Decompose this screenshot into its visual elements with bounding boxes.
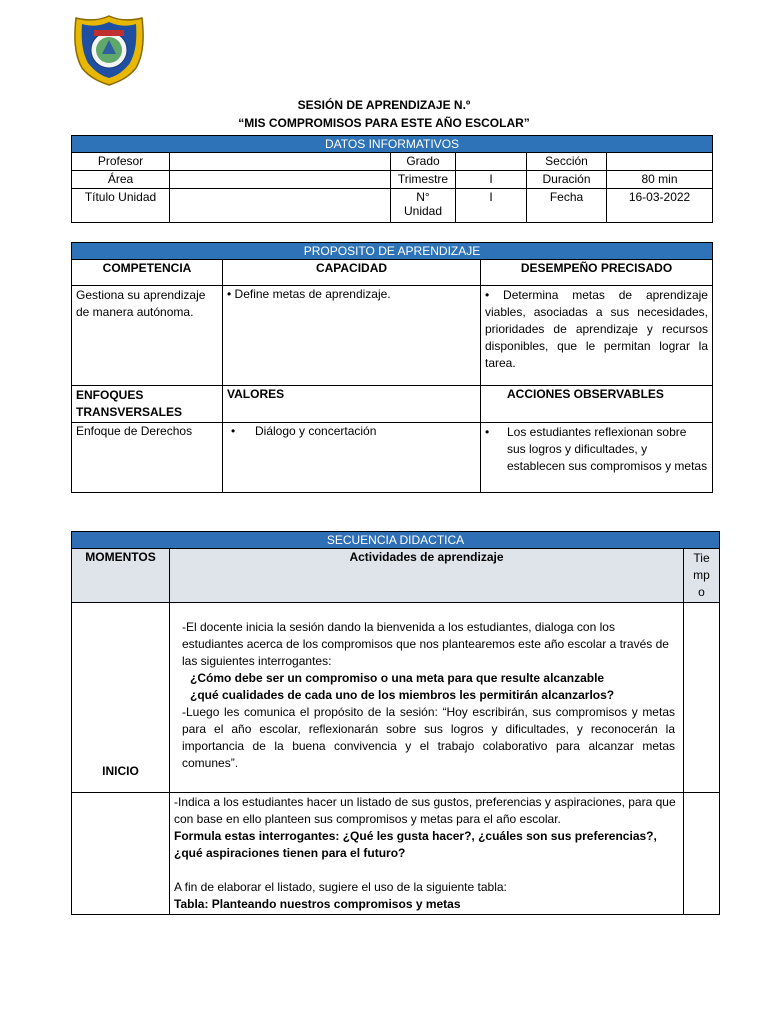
duracion-value: 80 min bbox=[607, 171, 713, 189]
inicio-question-2: ¿qué cualidades de cada uno de los miembros les permitirán alcanzarlos? bbox=[190, 688, 615, 702]
bullet: • bbox=[485, 288, 490, 302]
grado-value bbox=[456, 153, 527, 171]
unidad-label-line2: Unidad bbox=[403, 204, 443, 218]
tiempo-header-line3: o bbox=[698, 585, 705, 599]
bullet: • bbox=[231, 424, 236, 438]
enfoques-header: ENFOQUES TRANSVERSALES bbox=[72, 386, 223, 423]
inicio-label: INICIO bbox=[72, 603, 170, 793]
valor-value: Diálogo y concertación bbox=[255, 424, 377, 438]
profesor-label: Profesor bbox=[72, 153, 170, 171]
titulo-value bbox=[170, 189, 391, 223]
trimestre-label: Trimestre bbox=[391, 171, 456, 189]
seccion-label: Sección bbox=[527, 153, 607, 171]
accion-value: Los estudiantes reflexionan sobre sus logros y dificultades, y establecen sus compromisos y metas bbox=[507, 425, 708, 473]
capacidad-header: CAPACIDAD bbox=[223, 260, 481, 286]
unidad-label bbox=[391, 189, 456, 223]
actividades-header: Actividades de aprendizaje bbox=[170, 549, 684, 603]
datos-heading: DATOS INFORMATIVOS bbox=[72, 136, 713, 153]
competencia-value: Gestiona su aprendizaje de manera autónoma. bbox=[72, 286, 223, 386]
row2-paragraph-3: A fin de elaborar el listado, sugiere el uso de la siguiente tabla: bbox=[174, 880, 507, 894]
unidad-value: I bbox=[456, 189, 527, 223]
row2-tiempo bbox=[684, 793, 720, 915]
inicio-paragraph-2: -Luego les comunica el propósito de la sesión: “Hoy escribirán, sus compromisos y metas para el año escolar, reflexionarán sobre sus logros y dificultades, y reconocerán la importancia de la buena convivencia y el trabajo colaborativo para alcanzar metas comunes”. bbox=[182, 705, 675, 770]
fecha-label: Fecha bbox=[527, 189, 607, 223]
acciones-header: ACCIONES OBSERVABLES bbox=[481, 386, 713, 423]
document-title: SESIÓN DE APRENDIZAJE N.º bbox=[297, 98, 471, 112]
inicio-activities bbox=[170, 603, 684, 793]
datos-table bbox=[71, 135, 713, 223]
police-shield-logo bbox=[72, 14, 146, 86]
inicio-paragraph-1: -El docente inicia la sesión dando la bienvenida a los estudiantes, dialoga con los estudiantes acerca de los compromisos que nos plantearemos este año escolar a través de las siguientes interrogantes: bbox=[182, 620, 669, 668]
seccion-value bbox=[607, 153, 713, 171]
desempeno-value: Determina metas de aprendizaje viables, asociadas a sus necesidades, prioridades de aprendizaje y recursos disponibles, que le permitan lograr la tarea. bbox=[485, 288, 708, 370]
row2-paragraph-2: Formula estas interrogantes: ¿Qué les gusta hacer?, ¿cuáles son sus preferencias?, ¿qué aspiraciones tienen para el futuro? bbox=[174, 829, 657, 860]
unidad-label-line1: N° bbox=[416, 190, 430, 204]
tiempo-header bbox=[684, 549, 720, 603]
accion-cell bbox=[481, 423, 713, 493]
capacidad-value: Define metas de aprendizaje. bbox=[234, 287, 391, 301]
secuencia-heading: SECUENCIA DIDACTICA bbox=[72, 532, 720, 549]
grado-label: Grado bbox=[391, 153, 456, 171]
row2-activities bbox=[170, 793, 684, 915]
area-value bbox=[170, 171, 391, 189]
row2-paragraph-4: Tabla: Planteando nuestros compromisos y metas bbox=[174, 897, 461, 911]
capacidad-cell bbox=[223, 286, 481, 386]
proposito-table bbox=[71, 242, 713, 493]
row2-momento bbox=[72, 793, 170, 915]
tiempo-header-line1: Tie bbox=[693, 551, 710, 565]
inicio-question-1: ¿Cómo debe ser un compromiso o una meta para que resulte alcanzable bbox=[190, 671, 605, 685]
enfoque-value: Enfoque de Derechos bbox=[72, 423, 223, 493]
bullet: • bbox=[227, 287, 232, 301]
valor-cell bbox=[223, 423, 481, 493]
profesor-value bbox=[170, 153, 391, 171]
trimestre-value: I bbox=[456, 171, 527, 189]
duracion-label: Duración bbox=[527, 171, 607, 189]
competencia-header: COMPETENCIA bbox=[72, 260, 223, 286]
area-label: Área bbox=[72, 171, 170, 189]
row2-paragraph-1: -Indica a los estudiantes hacer un listado de sus gustos, preferencias y aspiraciones, para que con base en ello planteen sus compromisos y metas para el año escolar. bbox=[174, 795, 676, 826]
valores-header: VALORES bbox=[223, 386, 481, 423]
titulo-label: Título Unidad bbox=[72, 189, 170, 223]
desempeno-header: DESEMPEÑO PRECISADO bbox=[481, 260, 713, 286]
proposito-heading: PROPOSITO DE APRENDIZAJE bbox=[72, 243, 713, 260]
fecha-value: 16-03-2022 bbox=[607, 189, 713, 223]
inicio-tiempo bbox=[684, 603, 720, 793]
tiempo-header-line2: mp bbox=[693, 568, 710, 582]
bullet: • bbox=[485, 425, 490, 439]
document-subtitle: “MIS COMPROMISOS PARA ESTE AÑO ESCOLAR” bbox=[238, 116, 530, 130]
desempeno-cell bbox=[481, 286, 713, 386]
secuencia-table bbox=[71, 531, 720, 915]
momentos-header: MOMENTOS bbox=[72, 549, 170, 603]
